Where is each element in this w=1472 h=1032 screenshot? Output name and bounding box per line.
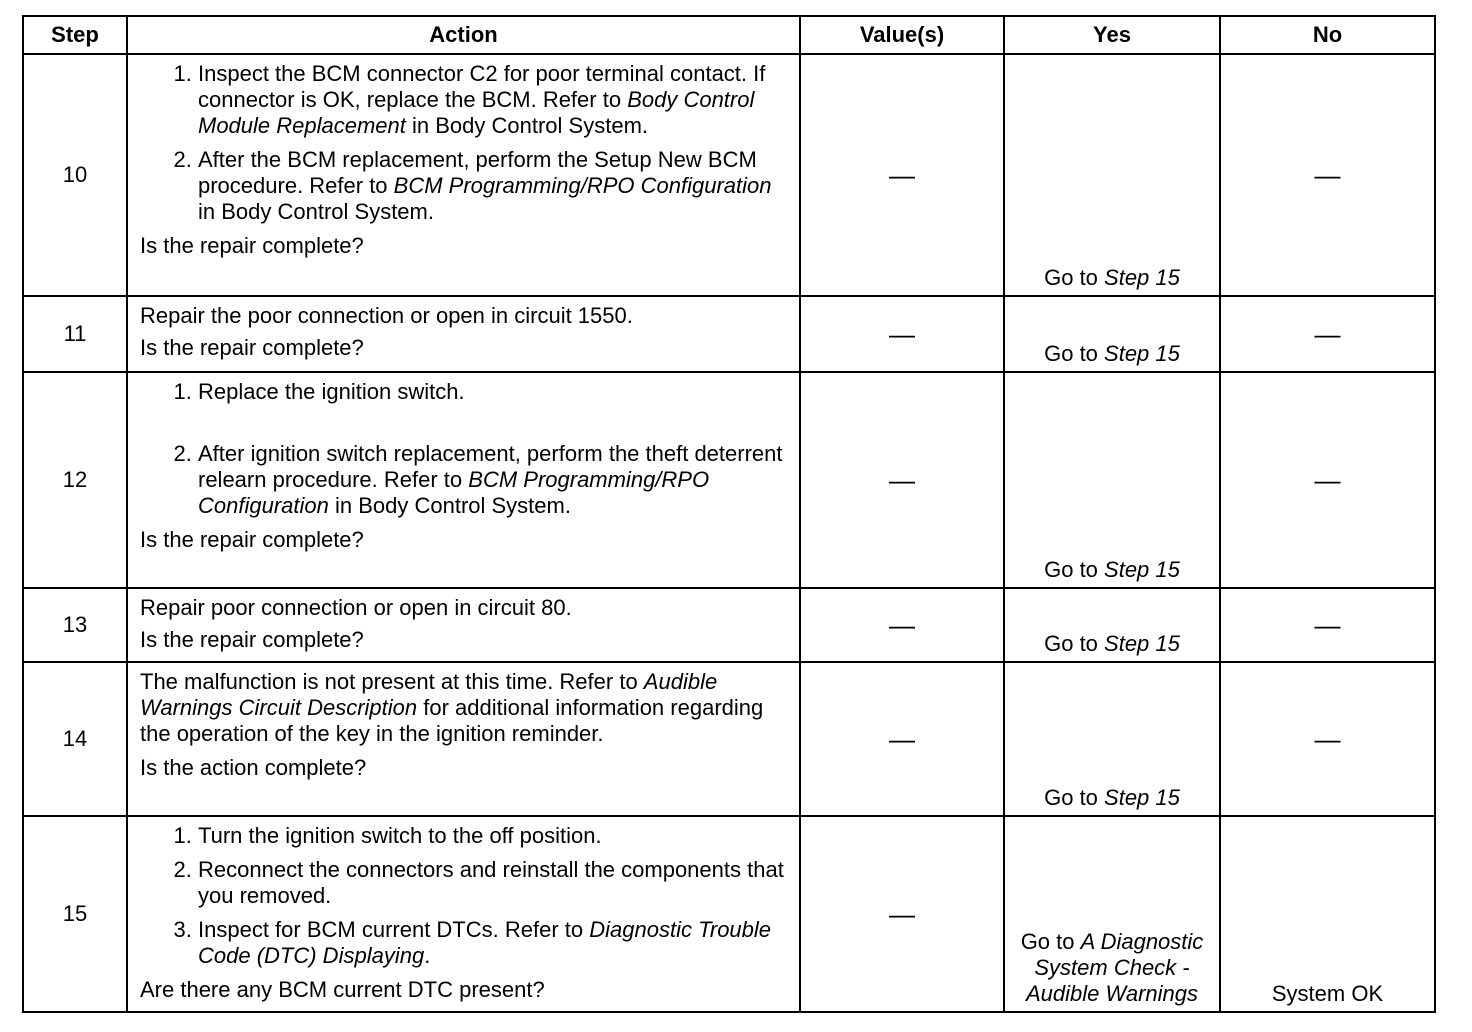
- header-row: [23, 16, 1435, 54]
- yes-cell: Go to Step 15: [1004, 662, 1220, 816]
- yes-cell: Go to Step 15: [1004, 54, 1220, 296]
- reference-link: Diagnostic Trouble Code (DTC) Displaying: [198, 917, 772, 968]
- action-text: The malfunction is not present at this time. Refer to Audible Warnings Circuit Description for additional information regarding the operation of the key in the ignition reminder.: [140, 669, 764, 746]
- header-values: Value(s): [800, 16, 1004, 54]
- list-item: 1. Replace the ignition switch.: [198, 379, 789, 405]
- action-list: [140, 823, 789, 969]
- yes-cell: Go to A Diagnostic System Check - Audible Warnings: [1004, 816, 1220, 1012]
- no-cell: —: [1220, 54, 1435, 296]
- question-text: Is the repair complete?: [140, 627, 364, 652]
- header-no: No: [1220, 16, 1435, 54]
- value-cell: —: [800, 296, 1004, 372]
- list-item: 2. After the BCM replacement, perform the Setup New BCM procedure. Refer to BCM Programming/RPO Configuration in Body Control System.: [198, 147, 789, 225]
- table-row: [23, 296, 1435, 372]
- list-item: 1. Turn the ignition switch to the off position.: [198, 823, 789, 849]
- action-cell: [127, 54, 800, 296]
- no-cell: —: [1220, 588, 1435, 662]
- step-number: 15: [23, 816, 127, 1012]
- no-cell: —: [1220, 662, 1435, 816]
- question-text: Is the repair complete?: [140, 233, 364, 258]
- header-yes: Yes: [1004, 16, 1220, 54]
- value-cell: —: [800, 54, 1004, 296]
- header-action: Action: [127, 16, 800, 54]
- diagnostic-table: [22, 15, 1436, 1013]
- list-item: 3. Inspect for BCM current DTCs. Refer to Diagnostic Trouble Code (DTC) Displaying.: [198, 917, 789, 969]
- step-number: 14: [23, 662, 127, 816]
- list-item: 1. Inspect the BCM connector C2 for poor terminal contact. If connector is OK, replace the BCM. Refer to Body Control Module Replacement in Body Control System.: [198, 61, 789, 139]
- value-cell: —: [800, 588, 1004, 662]
- reference-link: BCM Programming/RPO Configuration: [393, 173, 772, 198]
- action-text: Repair poor connection or open in circuit 80.: [140, 595, 572, 620]
- value-cell: —: [800, 372, 1004, 588]
- yes-cell: Go to Step 15: [1004, 296, 1220, 372]
- header-step: Step: [23, 16, 127, 54]
- question-text: Is the repair complete?: [140, 527, 364, 552]
- action-cell: [127, 296, 800, 372]
- reference-link: BCM Programming/RPO Configuration: [198, 467, 710, 518]
- yes-cell: Go to Step 15: [1004, 588, 1220, 662]
- step-number: 10: [23, 54, 127, 296]
- table-row: [23, 372, 1435, 588]
- action-cell: [127, 372, 800, 588]
- question-text: Is the repair complete?: [140, 335, 364, 360]
- table-row: [23, 54, 1435, 296]
- reference-link: Body Control Module Replacement: [198, 87, 755, 138]
- step-number: 11: [23, 296, 127, 372]
- no-cell: —: [1220, 372, 1435, 588]
- action-text: Repair the poor connection or open in circuit 1550.: [140, 303, 633, 328]
- value-cell: —: [800, 662, 1004, 816]
- action-cell: [127, 588, 800, 662]
- action-cell: [127, 816, 800, 1012]
- table-row: [23, 816, 1435, 1012]
- action-list: [140, 379, 789, 519]
- step-number: 13: [23, 588, 127, 662]
- yes-cell: Go to Step 15: [1004, 372, 1220, 588]
- question-text: Is the action complete?: [140, 755, 367, 780]
- table-row: [23, 588, 1435, 662]
- step-number: 12: [23, 372, 127, 588]
- question-text: Are there any BCM current DTC present?: [140, 977, 545, 1002]
- value-cell: —: [800, 816, 1004, 1012]
- table-row: [23, 662, 1435, 816]
- no-cell: System OK: [1220, 816, 1435, 1012]
- action-cell: [127, 662, 800, 816]
- action-list: [140, 61, 789, 225]
- no-cell: —: [1220, 296, 1435, 372]
- list-item: 2. After ignition switch replacement, perform the theft deterrent relearn procedure. Refer to BCM Programming/RPO Configuration in Body Control System.: [198, 441, 789, 519]
- reference-link: Audible Warnings Circuit Description: [140, 669, 718, 720]
- list-item: 2. Reconnect the connectors and reinstall the components that you removed.: [198, 857, 789, 909]
